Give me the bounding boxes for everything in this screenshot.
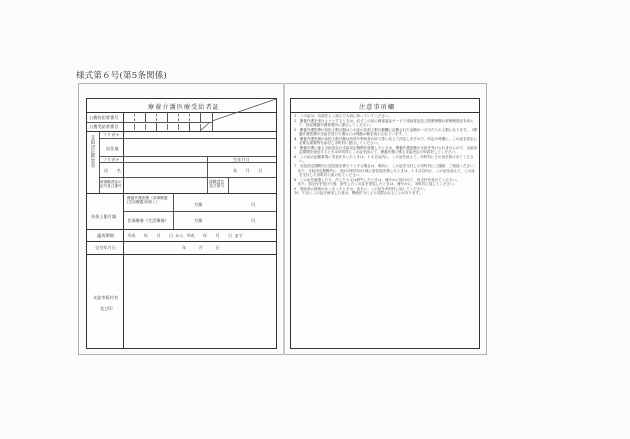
certificate-panel: [86, 98, 277, 349]
issue-date-label: 交付年月日: [95, 245, 116, 250]
furigana-label-name: フリガナ: [103, 157, 120, 162]
birthdate-value: 年 月 日: [233, 168, 263, 173]
form-number-heading: 様式第６号(第5条関係): [76, 71, 167, 81]
meal-fee-label: 食事療養（生活療養）: [127, 218, 169, 223]
address-field[interactable]: [125, 139, 275, 155]
note-item: また、再交付を受けた後、紛失したこの証を発見したときは、速やかに、市町村に返してください。: [294, 182, 458, 187]
note-item: また、支給決定期間内に、他の市町村の区域に居住地を移したときは、１４日以内に、この証を添えて、この証を交付した市町村に届け出てください。: [294, 168, 475, 178]
center-fold-divider: [283, 83, 285, 355]
row-rule: [87, 241, 276, 242]
note-item: 9 受給者の資格がなくなったときは、直ちに、この証を市町村に返してください。: [294, 186, 428, 191]
note-item: 3 療養介護医療の負担上限月額はこの証の負担上限月額欄に記載された金額が一月当たりの上限になります。（療養介護医療の支給を受けた場合には残額の額を表示されています。）: [294, 127, 477, 137]
note-item: 7 支給決定期間内に居住地を移そうとする場合は、事前に、この証を交付した市町村にご連絡、ご相談ください。: [294, 164, 478, 169]
care-fee-value: 月額: [194, 202, 203, 207]
notes-panel: [290, 98, 480, 349]
payer-number-label: 公費負担者番号: [89, 115, 119, 120]
insurer-field[interactable]: [229, 178, 275, 192]
care-fee-label: 療養介護医療（食事療養(生活療養)を除く）: [127, 196, 168, 205]
note-item: 6 この証の記載事項に変更があったときは、１４日以内に、この証を添えて、市町村にその旨を届け出てください。: [294, 154, 474, 164]
note-item: 5 療養介護に係る支給決定の支給決定期間を経過したときは、療養介護医療の支給を受けられませんので、支給決定期間を延長するときは市町村にこの証を添えて、療養介護に係る支給決定の申請をしてください。: [294, 145, 478, 155]
address-label: 居住地: [106, 146, 119, 151]
municipality-label: 支給市町村名: [93, 295, 119, 300]
notes-list: [294, 114, 478, 196]
note-item: 4 療養介護医療の負担上限月額は所得や利用者の収入等に応じて決定しますので、所定の時期に、この証を認定に必要な書類等を添付し市町村に提出してください。: [294, 136, 478, 146]
certificate-title: 療養介護医療受給者証: [148, 104, 220, 111]
period-value: 平成 年 月 日 から 平成 年 月 日 まで: [127, 233, 243, 238]
insurance-card-label: 被保険者証の記号及び番号: [100, 180, 122, 189]
issue-date-value: 年 月 日: [182, 245, 220, 250]
note-item: 8 この証を破損したり、汚したり又は紛失したときは、速やかに届け出て、再交付を受けてください。: [294, 177, 460, 182]
name-field[interactable]: [125, 163, 207, 176]
note-item: 10 不正にこの証を使用した者は、関係法令により処罰されることがあります。: [294, 191, 423, 196]
insurer-label: 保険者名及び番号: [209, 179, 225, 189]
insurance-card-field[interactable]: [125, 178, 207, 192]
monthly-limit-label: 負担上限月額: [91, 214, 117, 219]
note-item: 2 療養介護を受けようとするときは、必ずこの証に障害福祉サービス受給者証及び医療保険の被保険者証を添えて、指定療養介護事業所に提示してください。: [294, 118, 474, 128]
care-fee-unit: 円: [251, 202, 256, 207]
period-label: 適用期間: [97, 233, 114, 238]
meal-fee-unit: 円: [251, 218, 256, 223]
note-item: 1 この証は、各面をよく読んで大切に持っていてください。: [294, 114, 393, 118]
meal-fee-value: 月額: [194, 218, 203, 223]
column-rule: [207, 156, 208, 193]
title-rule: [291, 112, 479, 113]
notes-title: 注意事項欄: [359, 104, 395, 111]
recipient-section-label: 支給決定障害者: [90, 135, 95, 168]
recipient-number-label: 公費受給者番号: [89, 124, 119, 129]
birthdate-label: 生年月日: [233, 157, 250, 162]
municipality-seal-field[interactable]: [125, 256, 275, 347]
row-rule: [87, 229, 276, 230]
meal-fee-amount-field[interactable]: [174, 212, 275, 228]
care-fee-amount-field[interactable]: [174, 194, 275, 211]
name-label: 氏 名: [104, 168, 121, 173]
seal-label: 及び印: [100, 306, 113, 311]
label-column-rule: [123, 112, 124, 348]
furigana-label-address: フリガナ: [103, 132, 120, 137]
row-rule: [87, 254, 276, 255]
